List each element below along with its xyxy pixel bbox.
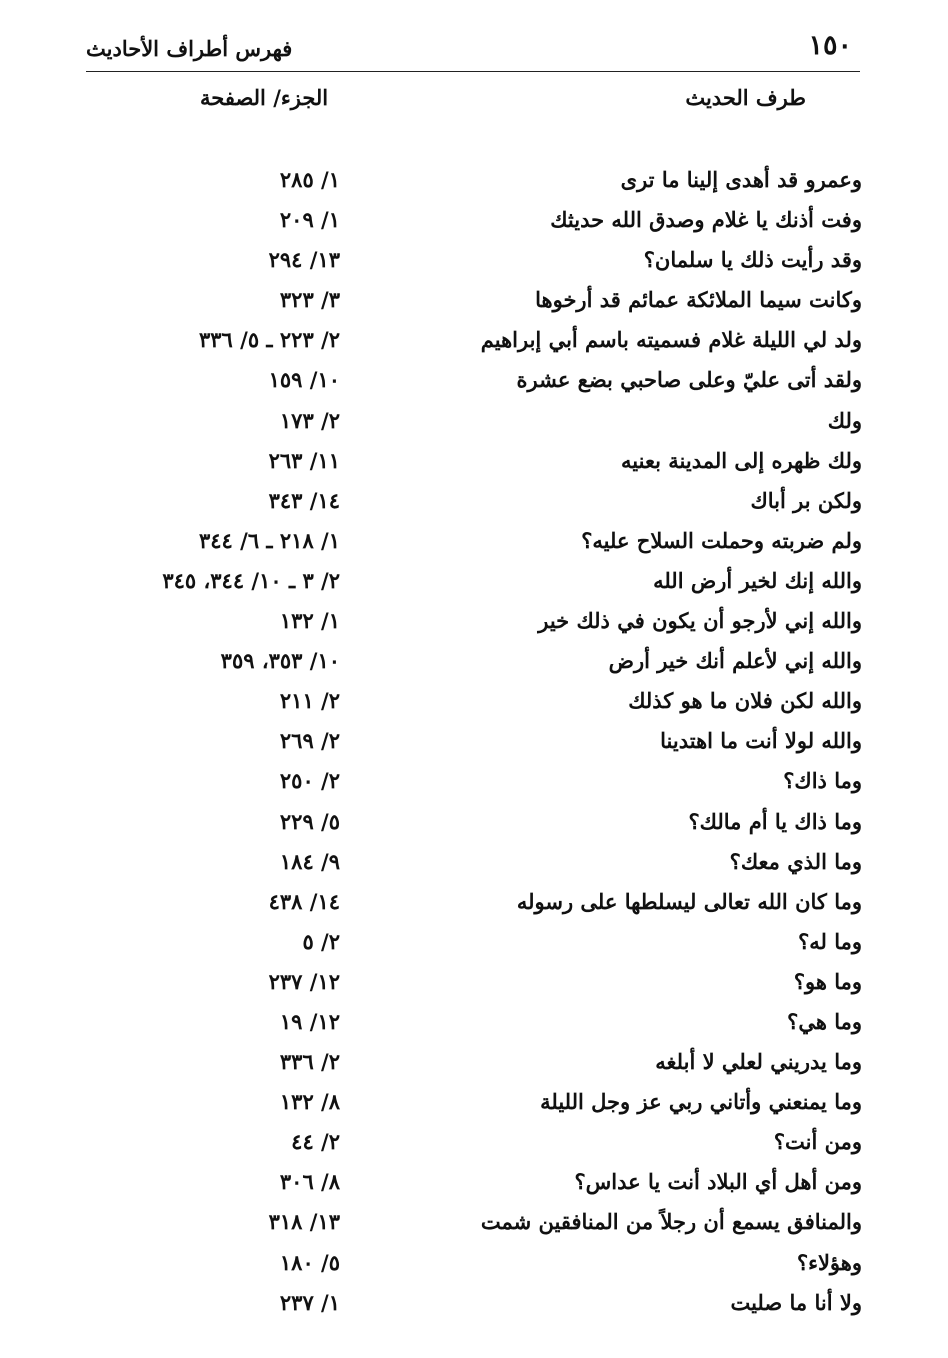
hadith-incipit: وما هي؟	[787, 1008, 862, 1034]
volume-page-reference: ٩/ ١٨٤	[279, 848, 340, 874]
hadith-incipit: ولكن بر أباك	[750, 487, 862, 513]
index-entry	[0, 1205, 948, 1245]
volume-page-reference: ٢/ ٢٦٩	[279, 728, 340, 754]
index-entry	[0, 1246, 948, 1286]
hadith-incipit: والله لولا أنت ما اهتدينا	[660, 728, 862, 754]
volume-page-reference: ١/ ٢٣٧	[279, 1289, 340, 1315]
hadith-incipit: وفت أذنك يا غلام وصدق الله حديثك	[550, 207, 862, 233]
volume-page-reference: ١٣/ ٣١٨	[268, 1209, 340, 1235]
hadith-column-header: طرف الحديث	[685, 85, 806, 110]
volume-page-reference: ١٠/ ٣٥٣، ٣٥٩	[220, 648, 340, 674]
volume-page-reference: ٢/ ٣٣٦	[279, 1049, 340, 1075]
section-title: فهرس أطراف الأحاديث	[86, 36, 293, 61]
index-entry	[0, 484, 948, 524]
hadith-incipit: وهؤلاء؟	[796, 1249, 862, 1275]
volume-page-reference: ٢/ ٢١١	[279, 688, 340, 714]
reference-column-header: الجزء/ الصفحة	[200, 85, 329, 110]
index-entry	[0, 524, 948, 564]
volume-page-reference: ١٠/ ١٥٩	[268, 367, 340, 393]
hadith-incipit: ولقد أتى عليّ وعلى صاحبي بضع عشرة	[516, 367, 862, 393]
index-entry	[0, 243, 948, 283]
hadith-incipit: وما كان الله تعالى ليسلطها على رسوله	[516, 888, 862, 914]
volume-page-reference: ٢/ ٢٢٣ ـ ٥/ ٣٣٦	[199, 327, 340, 353]
header-rule	[86, 71, 860, 72]
volume-page-reference: ٥/ ١٨٠	[279, 1249, 340, 1275]
volume-page-reference: ١٤/ ٣٤٣	[268, 487, 340, 513]
index-entry	[0, 764, 948, 804]
volume-page-reference: ٢/ ٤٤	[291, 1129, 340, 1155]
hadith-incipit: والله إني لأرجو أن يكون في ذلك خير	[538, 608, 862, 634]
volume-page-reference: ٨/ ٣٠٦	[279, 1169, 340, 1195]
volume-page-reference: ١/ ٢٨٥	[279, 167, 340, 192]
hadith-incipit: وما ذاك يا أم مالك؟	[688, 808, 862, 834]
hadith-incipit: والله لكن فلان ما هو كذلك	[628, 688, 862, 714]
hadith-incipit: والله إني لأعلم أنك خير أرض	[608, 648, 862, 674]
hadith-incipit: وما ذاك؟	[783, 768, 862, 794]
index-entry	[0, 1165, 948, 1205]
hadith-incipit: وعمرو قد أهدى إلينا ما ترى	[620, 167, 862, 192]
hadith-incipit: ومن أهل أي البلاد أنت يا عداس؟	[574, 1169, 862, 1195]
index-entry	[0, 1085, 948, 1125]
hadith-incipit: والمنافق يسمع أن رجلاً من المنافقين شمت	[480, 1209, 862, 1235]
index-entries	[0, 163, 948, 1326]
hadith-incipit: وما الذي معك؟	[729, 848, 862, 874]
hadith-incipit: وقد رأيت ذلك يا سلمان؟	[643, 247, 862, 273]
hadith-incipit: ولك	[827, 407, 862, 433]
index-entry	[0, 444, 948, 484]
hadith-incipit: وما هو؟	[793, 968, 862, 994]
volume-page-reference: ١٢/ ٢٣٧	[268, 968, 340, 994]
index-entry	[0, 1045, 948, 1085]
hadith-incipit: وما يدريني لعلي لا أبلغه	[655, 1049, 862, 1075]
hadith-incipit: ولا أنا ما صليت	[730, 1289, 862, 1315]
volume-page-reference: ٨/ ١٣٢	[279, 1089, 340, 1115]
volume-page-reference: ٢/ ٢٥٠	[279, 768, 340, 794]
volume-page-reference: ١١/ ٢٦٣	[268, 447, 340, 473]
volume-page-reference: ١٣/ ٢٩٤	[268, 247, 340, 273]
index-entry	[0, 845, 948, 885]
index-entry	[0, 163, 948, 203]
hadith-incipit: ومن أنت؟	[773, 1129, 862, 1155]
volume-page-reference: ١٢/ ١٩	[279, 1008, 340, 1034]
volume-page-reference: ٥/ ٢٢٩	[279, 808, 340, 834]
index-entry	[0, 604, 948, 644]
index-entry	[0, 323, 948, 363]
index-entry	[0, 1125, 948, 1165]
index-entry	[0, 805, 948, 845]
page-number: ١٥٠	[808, 30, 852, 61]
index-entry	[0, 684, 948, 724]
volume-page-reference: ١/ ٢١٨ ـ ٦/ ٣٤٤	[199, 527, 340, 553]
running-head	[86, 26, 862, 66]
volume-page-reference: ١٤/ ٤٣٨	[268, 888, 340, 914]
volume-page-reference: ١/ ١٣٢	[279, 608, 340, 634]
volume-page-reference: ٢/ ١٧٣	[279, 407, 340, 433]
index-entry	[0, 925, 948, 965]
index-entry	[0, 965, 948, 1005]
volume-page-reference: ٣/ ٣٢٣	[279, 287, 340, 313]
index-entry	[0, 724, 948, 764]
index-entry	[0, 1286, 948, 1326]
hadith-incipit: ولم ضربته وحملت السلاح عليه؟	[581, 527, 862, 553]
index-entry	[0, 203, 948, 243]
index-entry	[0, 644, 948, 684]
hadith-incipit: والله إنك لخير أرض الله	[653, 567, 862, 593]
volume-page-reference: ١/ ٢٠٩	[279, 207, 340, 233]
column-headers	[0, 85, 948, 115]
hadith-incipit: ولد لي الليلة غلام فسميته باسم أبي إبراهيم	[480, 327, 862, 353]
volume-page-reference: ٢/ ٣ ـ ١٠/ ٣٤٤، ٣٤٥	[162, 567, 340, 593]
index-entry	[0, 363, 948, 403]
volume-page-reference: ٢/ ٥	[302, 928, 340, 954]
hadith-incipit: ولك ظهره إلى المدينة بعنيه	[621, 447, 862, 473]
hadith-incipit: وما يمنعني وأتاني ربي عز وجل الليلة	[540, 1089, 862, 1115]
index-entry	[0, 1005, 948, 1045]
index-entry	[0, 885, 948, 925]
hadith-incipit: وما له؟	[798, 928, 862, 954]
index-entry	[0, 564, 948, 604]
hadith-incipit: وكانت سيما الملائكة عمائم قد أرخوها	[535, 287, 862, 313]
index-entry	[0, 404, 948, 444]
index-entry	[0, 283, 948, 323]
